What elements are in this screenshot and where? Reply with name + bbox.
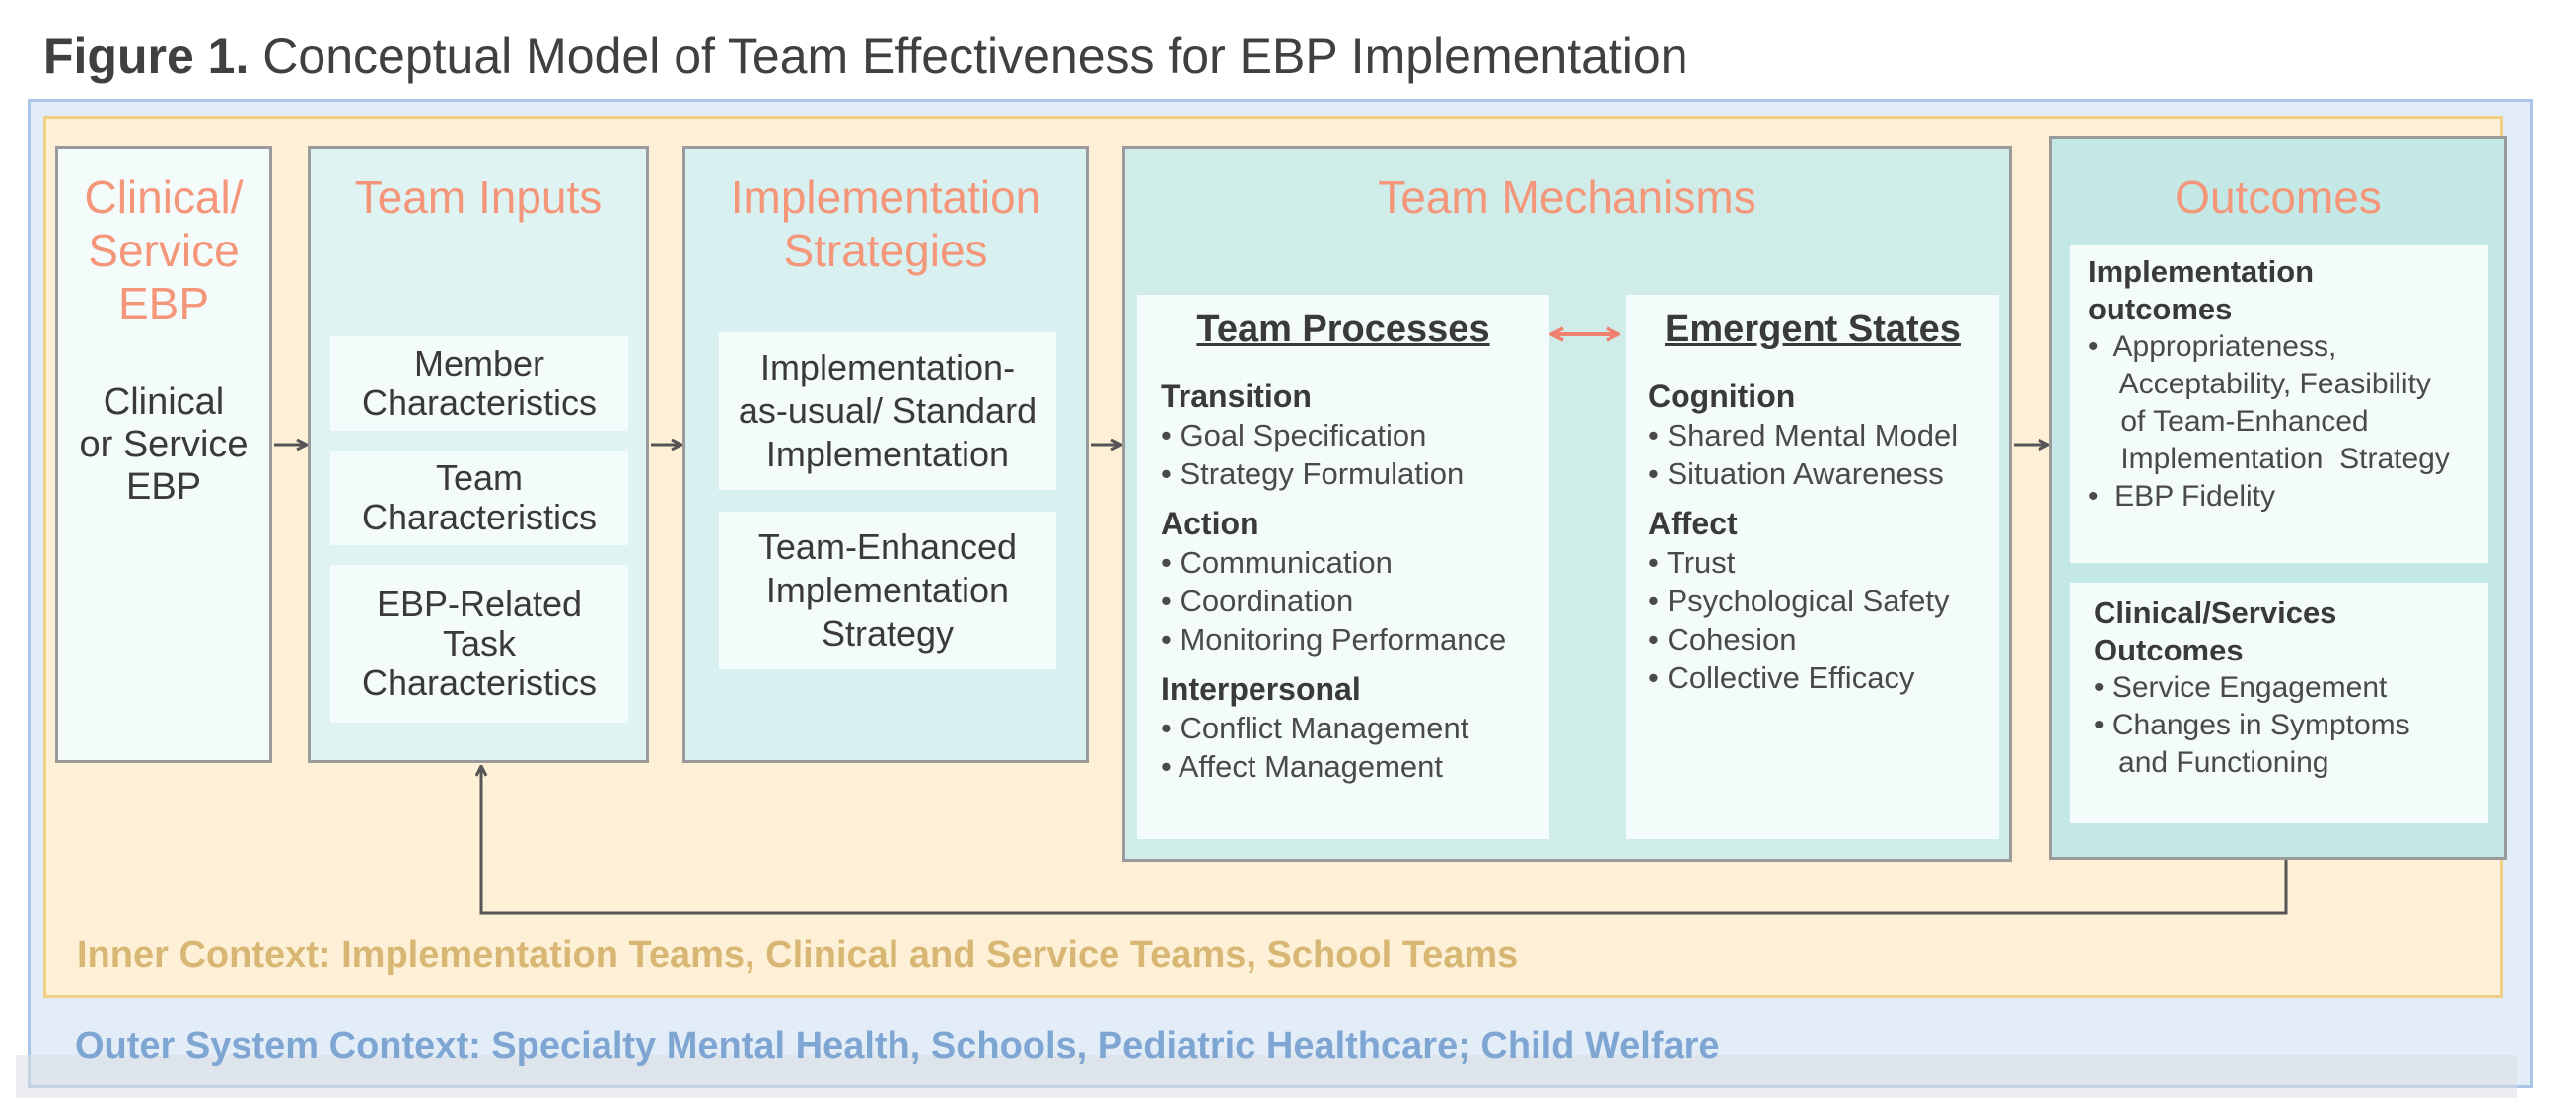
section-heading: Outcomes: [2094, 633, 2244, 667]
card-line: Characteristics: [361, 662, 598, 703]
team-processes-heading: Team Processes: [1196, 309, 1490, 350]
feedback-arrow: [481, 767, 2286, 913]
list-item: of Team-Enhanced: [2088, 405, 2369, 438]
clinical-ebp-body-line: or Service: [79, 424, 249, 465]
clinical-ebp-body-line: EBP: [125, 466, 202, 508]
list-item: • Strategy Formulation: [1161, 456, 1465, 491]
list-item: • Monitoring Performance: [1161, 622, 1507, 657]
heading-line: Strategies: [783, 225, 988, 276]
list-item: • EBP Fidelity: [2088, 480, 2276, 513]
card-line: Implementation: [765, 434, 1010, 474]
list-item: • Service Engagement: [2094, 671, 2388, 704]
card-line: EBP-Related: [376, 584, 583, 624]
list-item: • Psychological Safety: [1648, 584, 1950, 618]
list-item: • Shared Mental Model: [1648, 418, 1959, 452]
list-item: Acceptability, Feasibility: [2088, 368, 2431, 400]
list-item: • Goal Specification: [1161, 418, 1427, 452]
emergent-states-heading: Emergent States: [1665, 309, 1961, 350]
card-line: Team-Enhanced: [757, 526, 1018, 567]
section-heading: Cognition: [1648, 379, 1796, 414]
list-item: • Conflict Management: [1161, 711, 1469, 745]
list-item: • Cohesion: [1648, 622, 1797, 657]
outcomes-heading: Outcomes: [2175, 172, 2382, 223]
card-line: Strategy: [821, 613, 955, 654]
card-line: Characteristics: [361, 497, 598, 537]
clinical-ebp-heading-line: Clinical/: [84, 172, 244, 223]
card-line: Implementation-: [759, 347, 1016, 387]
section-heading: Transition: [1161, 379, 1312, 414]
section-heading: Interpersonal: [1161, 671, 1361, 707]
section-heading: outcomes: [2088, 292, 2233, 326]
card-line: Member: [413, 343, 545, 383]
card-line: Team: [435, 457, 524, 498]
team-mechanisms-heading: Team Mechanisms: [1378, 172, 1756, 223]
list-item: Implementation Strategy: [2088, 443, 2450, 475]
list-item: • Appropriateness,: [2088, 330, 2337, 363]
list-item: • Communication: [1161, 545, 1393, 580]
section-heading: Implementation: [2088, 254, 2315, 289]
card-line: Task: [442, 623, 517, 663]
section-heading: Clinical/Services: [2094, 595, 2337, 630]
team-inputs-heading: Team Inputs: [354, 172, 603, 223]
list-item: • Changes in Symptoms: [2094, 709, 2410, 741]
outer-context-label: Outer System Context: Specialty Mental Health, Schools, Pediatric Healthcare; Child Welfare: [75, 1025, 1720, 1067]
clinical-ebp-heading-line: EBP: [117, 278, 210, 329]
inner-context-label: Inner Context: Implementation Teams, Clinical and Service Teams, School Teams: [77, 935, 1519, 976]
list-item: • Trust: [1648, 545, 1736, 580]
section-heading: Affect: [1648, 506, 1738, 541]
list-item: • Situation Awareness: [1648, 456, 1944, 491]
section-heading: Action: [1161, 506, 1259, 541]
heading-line: Implementation: [730, 172, 1041, 223]
list-item: • Collective Efficacy: [1648, 660, 1915, 695]
card-line: Characteristics: [361, 382, 598, 423]
card-line: Implementation: [765, 570, 1010, 610]
clinical-ebp-heading-line: Service: [88, 225, 240, 276]
figure-title-text: Conceptual Model of Team Effectiveness for EBP Implementation: [262, 29, 1688, 84]
clinical-ebp-body-line: Clinical: [103, 382, 225, 423]
card-line: as-usual/ Standard: [738, 390, 1038, 431]
list-item: • Coordination: [1161, 584, 1354, 618]
figure-label: Figure 1.: [43, 29, 250, 84]
list-item: • Affect Management: [1161, 749, 1444, 784]
list-item: and Functioning: [2094, 746, 2329, 779]
